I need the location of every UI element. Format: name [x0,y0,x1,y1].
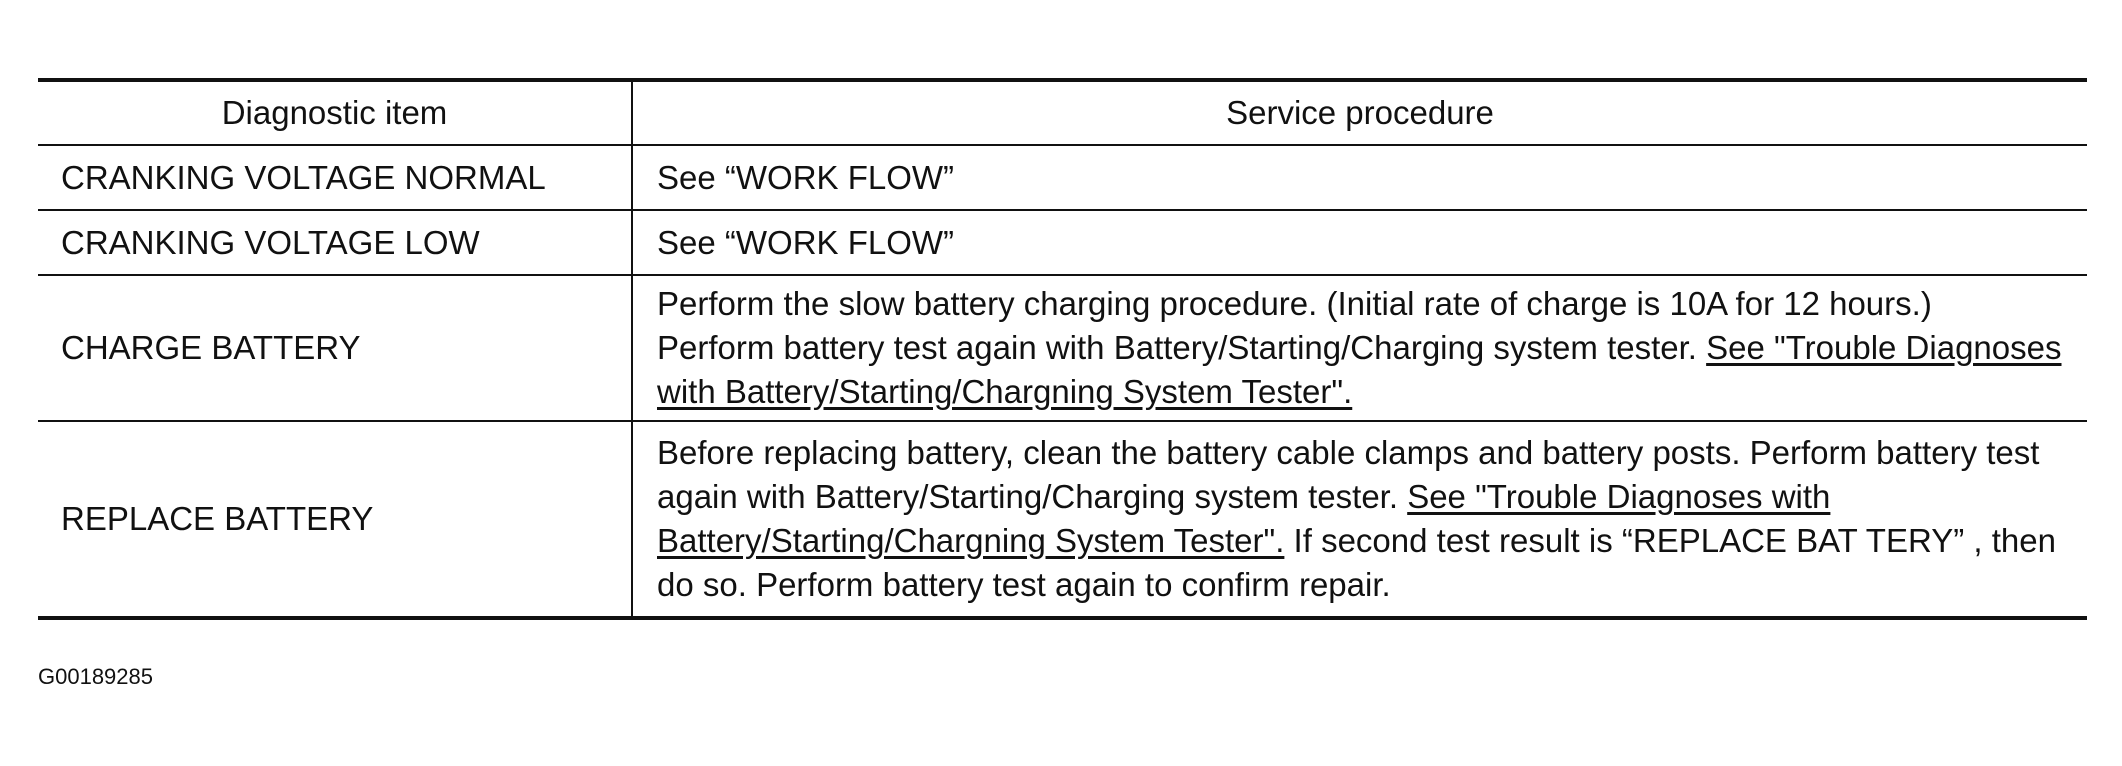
procedure-text: If second test result is “REPLACE BAT TERY” , then do so. Perform battery test again to confirm repair. [657,522,2056,603]
trouble-diagnoses-link[interactable]: See "Trouble Diagnoses with Battery/Starting/Chargning System Tester". [657,478,1831,559]
service-procedure-cell: See “WORK FLOW” [632,210,2087,275]
table-row [38,145,2087,210]
figure-id: G00189285 [38,664,153,689]
service-procedure-cell [632,421,2087,618]
trouble-diagnoses-link[interactable]: See "Trouble Diagnoses with Battery/Starting/Chargning System Tester". [657,329,2062,410]
service-procedure-cell [632,275,2087,421]
table-row [38,210,2087,275]
diagnostic-item-cell: REPLACE BATTERY [38,421,632,618]
table-header-row [38,80,2087,145]
table-row [38,275,2087,421]
header-diagnostic-item: Diagnostic item [38,80,632,145]
procedure-text: Perform battery test again with Battery/Starting/Charging system tester. [657,329,1707,366]
service-procedure-cell: See “WORK FLOW” [632,145,2087,210]
table-row [38,421,2087,618]
procedure-text: Before replacing battery, clean the battery cable clamps and battery posts. Perform battery test again with Battery/Starting/Charging system tester. [657,434,2040,515]
diagnostic-item-cell: CRANKING VOLTAGE LOW [38,210,632,275]
diagnostic-table [38,78,2087,620]
diagnostic-item-cell: CHARGE BATTERY [38,275,632,421]
diagnostic-item-cell: CRANKING VOLTAGE NORMAL [38,145,632,210]
procedure-text: Perform the slow battery charging procedure. (Initial rate of charge is 10A for 12 hours.) [657,285,1932,322]
header-service-procedure: Service procedure [632,80,2087,145]
